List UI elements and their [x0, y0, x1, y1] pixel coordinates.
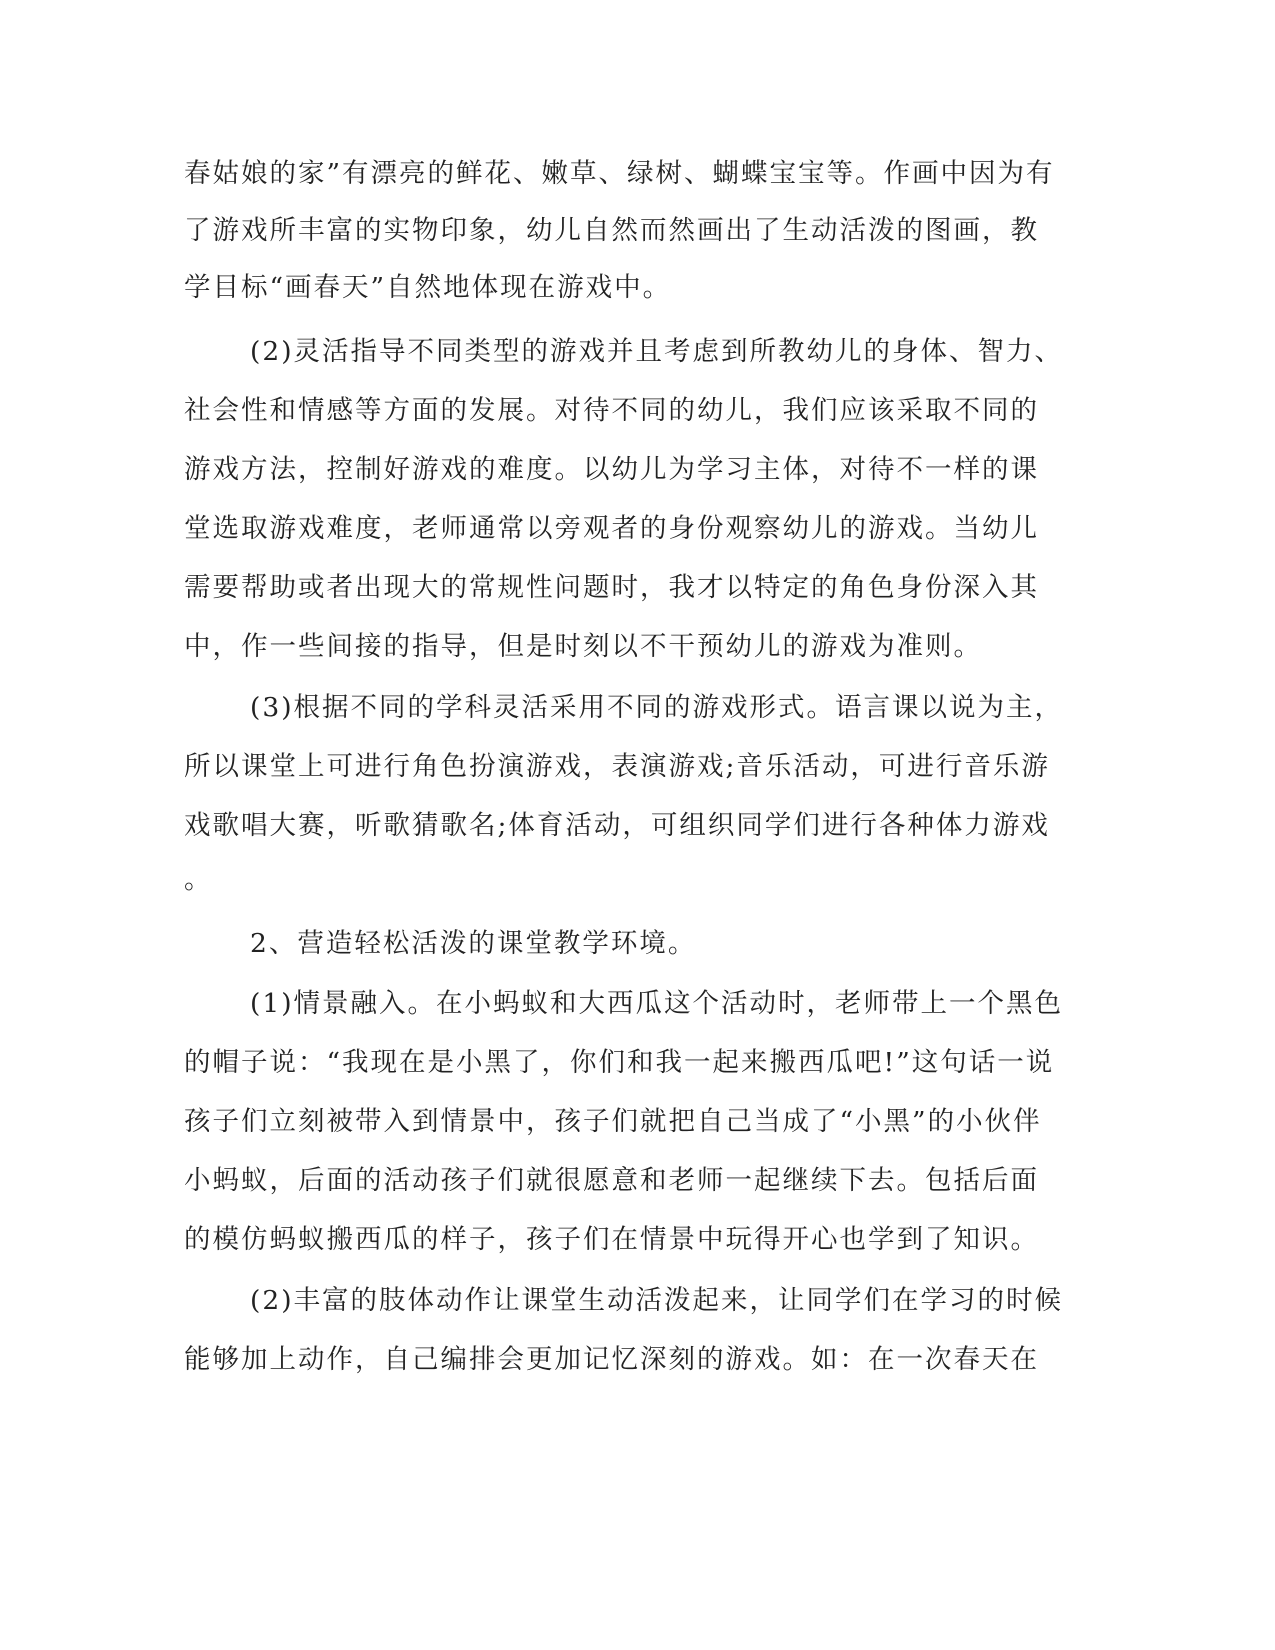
text-line: 游戏方法，控制好游戏的难度。以幼儿为学习主体，对待不一样的课 [184, 454, 1039, 485]
text-line: 堂选取游戏难度，老师通常以旁观者的身份观察幼儿的游戏。当幼儿 [184, 513, 1039, 544]
text-line: 学目标“画春天”自然地体现在游戏中。 [184, 272, 672, 303]
section-heading: 2、营造轻松活泼的课堂教学环境。 [250, 928, 697, 959]
text-line: 。 [184, 864, 213, 895]
paragraph-first-line: (3)根据不同的学科灵活采用不同的游戏形式。语言课以说为主， [250, 692, 1064, 723]
paragraph-first-line: (2)灵活指导不同类型的游戏并且考虑到所教幼儿的身体、智力、 [250, 336, 1064, 367]
text-line: 社会性和情感等方面的发展。对待不同的幼儿，我们应该采取不同的 [184, 395, 1039, 426]
text-line: 中，作一些间接的指导，但是时刻以不干预幼儿的游戏为准则。 [184, 631, 982, 662]
text-line: 的模仿蚂蚁搬西瓜的样子，孩子们在情景中玩得开心也学到了知识。 [184, 1224, 1039, 1255]
text-line: 所以课堂上可进行角色扮演游戏，表演游戏;音乐活动，可进行音乐游 [184, 751, 1050, 782]
paragraph-first-line: (2)丰富的肢体动作让课堂生动活泼起来，让同学们在学习的时候 [250, 1285, 1064, 1316]
text-line: 了游戏所丰富的实物印象，幼儿自然而然画出了生动活泼的图画，教 [184, 215, 1039, 246]
text-line: 戏歌唱大赛，听歌猜歌名;体育活动，可组织同学们进行各种体力游戏 [184, 810, 1050, 841]
text-line: 能够加上动作，自己编排会更加记忆深刻的游戏。如：在一次春天在 [184, 1344, 1039, 1375]
text-line: 的帽子说：“我现在是小黑了，你们和我一起来搬西瓜吧!”这句话一说 [184, 1047, 1055, 1078]
text-line: 需要帮助或者出现大的常规性问题时，我才以特定的角色身份深入其 [184, 572, 1039, 603]
text-line: 春姑娘的家”有漂亮的鲜花、嫩草、绿树、蝴蝶宝宝等。作画中因为有 [184, 158, 1055, 189]
paragraph-first-line: (1)情景融入。在小蚂蚁和大西瓜这个活动时，老师带上一个黑色 [250, 988, 1064, 1019]
text-line: 孩子们立刻被带入到情景中，孩子们就把自己当成了“小黑”的小伙伴 [184, 1106, 1042, 1137]
text-line: 小蚂蚁，后面的活动孩子们就很愿意和老师一起继续下去。包括后面 [184, 1165, 1039, 1196]
